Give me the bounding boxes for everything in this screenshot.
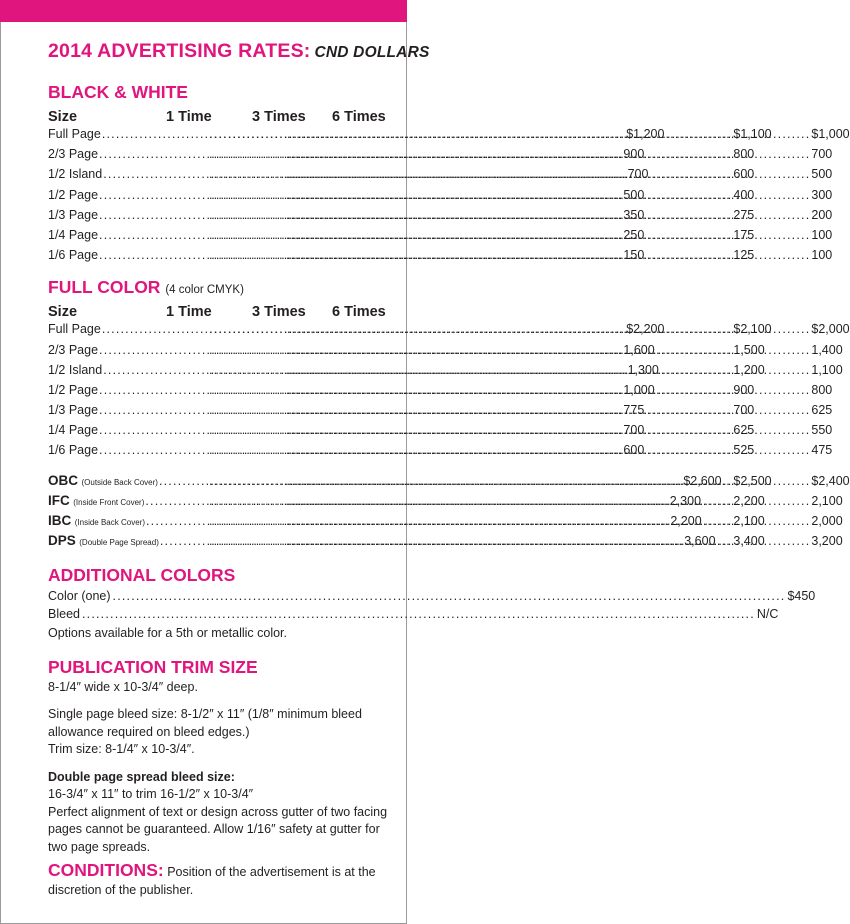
bw-column-headers [48,106,393,125]
rate-6-times: 700 [811,147,833,162]
cover-rate-row [48,513,843,533]
rate-1-time: 150 [623,248,645,263]
rate-6-times: 500 [811,167,833,182]
dot-leader [287,147,810,161]
rate-row [48,403,833,423]
rate-row [48,167,833,187]
rate-cell [48,227,645,242]
cover-label [48,513,145,528]
additional-color-price: N/C [756,607,779,622]
rate-1-time: 250 [623,227,645,242]
cover-label [48,473,158,488]
size-label: 1/3 Page [48,207,99,222]
conditions-text: Position of the advertisement is at the discretion of the publisher. [48,865,376,897]
additional-color-row [48,589,816,607]
dot-leader [287,474,810,488]
rate-row [48,362,843,383]
size-label: 1/6 Page [48,443,99,458]
size-label: 1/2 Island [48,167,103,182]
size-label: 1/2 Island [48,362,103,377]
cover-code: IBC [48,513,72,528]
additional-color-label: Color (one) [48,589,111,604]
rate-1-time: $1,200 [626,127,665,141]
rate-row [48,322,850,342]
rate-3-times: 1,500 [733,342,765,357]
column-header: 1 Time [166,304,212,321]
cover-description: (Outside Back Cover) [81,477,158,487]
column-header: Size [48,109,78,125]
cover-code: IFC [48,492,70,508]
rate-6-times: 1,100 [811,362,843,377]
additional-colors-list [48,589,816,625]
rate-6-times: 550 [811,423,833,438]
rate-6-times: 3,200 [811,534,843,549]
column-header: 1 Time [166,109,212,125]
dot-leader [287,208,810,222]
rate-cell [48,443,645,458]
dot-leader [82,607,755,621]
rate-cell [48,513,702,528]
rate-row [48,342,843,363]
spread-heading: Double page spread bleed size: [48,769,235,784]
spread-note: Perfect alignment of text or design across gutter of two facing pages cannot be guaranteed. Allow 1/16″ safety at gutter for two page spreads. [48,804,388,854]
rate-3-times: 2,100 [733,514,765,528]
cover-description: (Inside Front Cover) [73,497,145,507]
rate-1-time: 1,600 [623,342,655,357]
rate-cell [48,187,645,202]
rate-cell [48,342,655,357]
rate-cell [48,167,649,182]
spread-size: 16-3/4″ x 11″ to trim 16-1/2″ x 10-3/4″ [48,787,254,802]
rate-3-times: 625 [733,423,755,438]
size-label: 1/3 Page [48,403,99,418]
cover-code: OBC [48,472,78,488]
cover-label [48,533,159,548]
rate-3-times: $1,100 [733,127,772,141]
size-label: Full Page [48,322,101,337]
dot-leader [287,127,810,141]
rate-row [48,423,833,443]
dot-leader [287,322,810,336]
rate-1-time: 900 [623,147,645,162]
dot-leader [287,494,810,508]
rate-1-time: 700 [623,423,645,438]
additional-color-label: Bleed [48,607,80,622]
rate-row [48,248,833,268]
rate-1-time: 500 [623,187,645,202]
rate-6-times: 475 [811,443,833,458]
rate-1-time: $2,200 [626,322,665,337]
rate-3-times: $2,500 [733,473,772,488]
size-label: 1/2 Page [48,187,99,202]
color-column-headers [48,301,393,320]
cover-rate-row [48,492,843,513]
rate-cell [48,248,645,263]
rate-cell [48,362,659,377]
additional-section-title: ADDITIONAL COLORS [48,565,236,586]
cover-label [48,493,144,508]
column-header: 3 Times [252,304,306,321]
rate-1-time: 2,200 [670,514,702,528]
rate-6-times: $1,000 [811,127,850,141]
dot-leader [287,343,810,357]
rate-1-time: 2,300 [669,493,702,508]
additional-color-row [48,607,779,625]
trim-size: 8-1/4″ wide x 10-3/4″ deep. [48,679,198,694]
rate-cell [48,322,665,337]
rate-6-times: 2,100 [811,493,843,508]
additional-note: Options available for a 5th or metallic color. [48,626,288,641]
dot-leader [287,423,810,437]
rate-3-times: 275 [733,207,755,222]
rate-6-times: 100 [811,248,833,263]
cover-rate-row [48,533,843,553]
rate-1-time: 775 [623,403,645,418]
size-label: 2/3 Page [48,147,99,162]
rate-cell [48,207,645,222]
color-rate-table [48,322,850,463]
rate-1-time: 700 [627,167,649,182]
conditions-block [48,862,393,899]
rate-cell [48,127,665,141]
rate-1-time: 1,000 [623,382,655,397]
trim-section-title: PUBLICATION TRIM SIZE [48,656,258,677]
dot-leader [287,403,810,417]
rate-3-times: 125 [733,248,755,263]
currency-label: CND DOLLARS [314,44,430,61]
rate-3-times: 525 [733,443,755,458]
color-section-title [48,277,393,301]
dot-leader [287,188,810,202]
cover-rate-row [48,472,850,493]
additional-color-price: $450 [787,589,816,604]
rate-1-time: 3,600 [684,534,716,549]
rate-row [48,147,833,167]
rate-6-times: $2,000 [811,322,850,337]
rate-6-times: 625 [811,403,833,418]
rate-1-time: 600 [623,443,645,458]
bw-rate-table [48,127,850,268]
rate-cell [48,382,655,397]
rate-1-time: 1,300 [627,362,659,377]
rate-cell [48,403,645,418]
size-label: 1/2 Page [48,382,99,397]
top-color-bar [0,0,407,22]
color-section-note: (4 color CMYK) [165,284,244,297]
rate-3-times: 1,200 [733,362,765,377]
rate-6-times: 1,400 [811,342,843,357]
rate-cell [48,147,645,162]
rate-3-times: 800 [733,147,755,162]
dot-leader [287,228,810,242]
rate-6-times: 100 [811,227,833,242]
rate-3-times: 600 [733,167,755,182]
rate-6-times: $2,400 [811,473,850,488]
dot-leader [287,383,810,397]
rate-row [48,382,833,403]
size-label: 1/4 Page [48,227,99,242]
rate-3-times: 3,400 [733,534,765,549]
page-title [48,40,430,68]
size-label: 2/3 Page [48,342,99,357]
column-header: 3 Times [252,109,306,125]
rate-3-times: 2,200 [733,493,765,508]
rate-row [48,187,833,208]
column-header: 6 Times [332,109,386,125]
cover-rate-table [48,472,850,554]
rate-6-times: 800 [811,382,833,397]
rate-cell [48,533,716,549]
dot-leader [287,167,810,181]
rate-cell [48,472,722,488]
rate-3-times: $2,100 [733,322,772,337]
column-header: 6 Times [332,304,386,321]
page-title-text: 2014 ADVERTISING RATES: [48,40,311,62]
conditions-title: CONDITIONS: [48,860,164,881]
rate-6-times: 2,000 [811,514,843,528]
rate-1-time: $2,600 [683,473,722,488]
dot-leader [287,363,810,377]
rate-3-times: 900 [733,382,755,397]
rate-row [48,227,833,248]
single-trim-size: Trim size: 8-1/4″ x 10-3/4″. [48,742,195,757]
rate-row [48,207,833,228]
dot-leader [287,248,810,262]
rate-3-times: 700 [733,403,755,418]
rate-cell [48,423,645,438]
single-bleed-size: Single page bleed size: 8-1/2″ x 11″ (1/8″ minimum bleed allowance required on bleed edges.) [48,707,362,739]
rate-6-times: 200 [811,207,833,222]
cover-code: DPS [48,533,76,549]
rate-6-times: 300 [811,187,833,202]
dot-leader [287,443,810,457]
cover-description: (Double Page Spread) [79,538,159,548]
rate-card [48,40,850,899]
rate-3-times: 175 [733,227,755,242]
rate-cell [48,492,702,508]
bw-section-title: BLACK & WHITE [48,82,188,102]
dot-leader [287,534,810,548]
size-label: Full Page [48,127,101,141]
rate-row [48,127,850,147]
rate-1-time: 350 [623,207,645,222]
cover-description: (Inside Back Cover) [74,518,145,527]
rate-3-times: 400 [733,187,755,202]
rate-row [48,443,833,463]
size-label: 1/4 Page [48,423,99,438]
color-section-title-text: FULL COLOR [48,277,161,298]
dot-leader [113,589,786,603]
dot-leader [287,514,810,528]
size-label: 1/6 Page [48,248,99,263]
column-header: Size [48,304,78,321]
